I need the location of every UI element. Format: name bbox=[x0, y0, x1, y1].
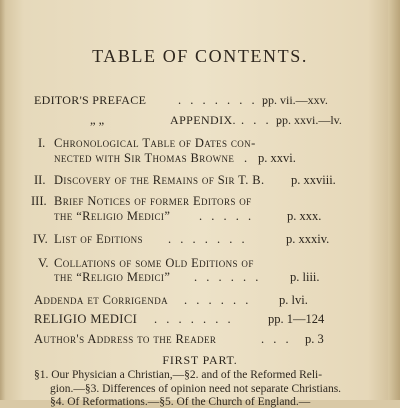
toc-page: pp. xxvi.—lv. bbox=[276, 113, 342, 127]
toc-entry-iv bbox=[0, 232, 400, 250]
toc-label-line1: Brief Notices of former Editors of bbox=[54, 194, 252, 208]
toc-page: p. lvi. bbox=[279, 293, 308, 307]
toc-page: p. xxx. bbox=[287, 209, 322, 223]
toc-leader-dots: . . . . . . . . bbox=[178, 93, 270, 107]
summary-text: §4. Of Reformations.—§5. Of the Church of England.— bbox=[50, 396, 311, 408]
summary-text: §1. Our Physician a Christian,—§2. and of the Reformed Reli- bbox=[34, 369, 323, 381]
toc-page: p. liii. bbox=[290, 270, 320, 284]
toc-page: p. 3 bbox=[305, 332, 324, 346]
toc-numeral: III. bbox=[31, 194, 47, 208]
toc-entry-editors-preface bbox=[0, 93, 400, 111]
toc-label-line1: Collations of some Old Editions of bbox=[54, 256, 254, 270]
toc-leader-dots: . . . . . . bbox=[184, 293, 252, 307]
section-heading-first-part: FIRST PART. bbox=[162, 353, 238, 367]
toc-entry-ii bbox=[0, 173, 400, 191]
toc-leader-dots: . bbox=[244, 151, 248, 165]
toc-numeral: V. bbox=[38, 256, 49, 270]
toc-label: EDITOR'S PREFACE bbox=[34, 93, 147, 107]
toc-ditto-marks: „ „ bbox=[90, 113, 105, 127]
toc-page: pp. 1—124 bbox=[268, 312, 325, 326]
toc-entry-iii-cont bbox=[0, 209, 400, 227]
toc-label-line2: the “Religio Medici” bbox=[54, 270, 171, 284]
toc-leader-dots: . . . . . . . bbox=[168, 232, 248, 246]
toc-label-line2: the “Religio Medici” bbox=[54, 209, 171, 223]
toc-label-line1: Chronological Table of Dates con- bbox=[54, 136, 256, 150]
toc-entry-i-cont bbox=[0, 151, 400, 169]
toc-leader-dots: . . . . . . . bbox=[154, 312, 234, 326]
toc-entry-authors-address bbox=[0, 332, 400, 350]
summary-text: gion.—§3. Differences of opinion need not separate Christians. bbox=[50, 383, 342, 395]
toc-numeral: II. bbox=[34, 173, 46, 187]
toc-page: p. xxxiv. bbox=[286, 232, 330, 246]
toc-label: Addenda et Corrigenda bbox=[34, 293, 169, 307]
toc-label: Discovery of the Remains of Sir T. B. bbox=[54, 173, 265, 187]
toc-label: List of Editions bbox=[54, 232, 143, 246]
toc-label-line2: nected with Sir Thomas Browne bbox=[54, 151, 235, 165]
toc-page: pp. vii.—xxv. bbox=[262, 93, 328, 107]
toc-numeral: IV. bbox=[33, 232, 48, 246]
toc-leader-dots: . . . . . . bbox=[194, 270, 262, 284]
toc-leader-dots: . . . . . bbox=[199, 209, 255, 223]
toc-page: p. xxvi. bbox=[258, 151, 296, 165]
toc-label: APPENDIX. bbox=[170, 113, 236, 127]
page-title: TABLE OF CONTENTS. bbox=[92, 46, 308, 66]
toc-numeral: I. bbox=[38, 136, 46, 150]
toc-entry-appendix bbox=[0, 113, 400, 131]
toc-entry-addenda bbox=[0, 293, 400, 311]
toc-leader-dots: . . . . bbox=[241, 113, 284, 127]
toc-label: Author's Address to the Reader bbox=[34, 332, 217, 346]
toc-label: RELIGIO MEDICI bbox=[34, 312, 138, 326]
toc-page: p. xxviii. bbox=[291, 173, 336, 187]
toc-entry-religio-medici bbox=[0, 312, 400, 330]
toc-entry-v-cont bbox=[0, 270, 400, 288]
toc-leader-dots: . . . bbox=[261, 332, 292, 346]
